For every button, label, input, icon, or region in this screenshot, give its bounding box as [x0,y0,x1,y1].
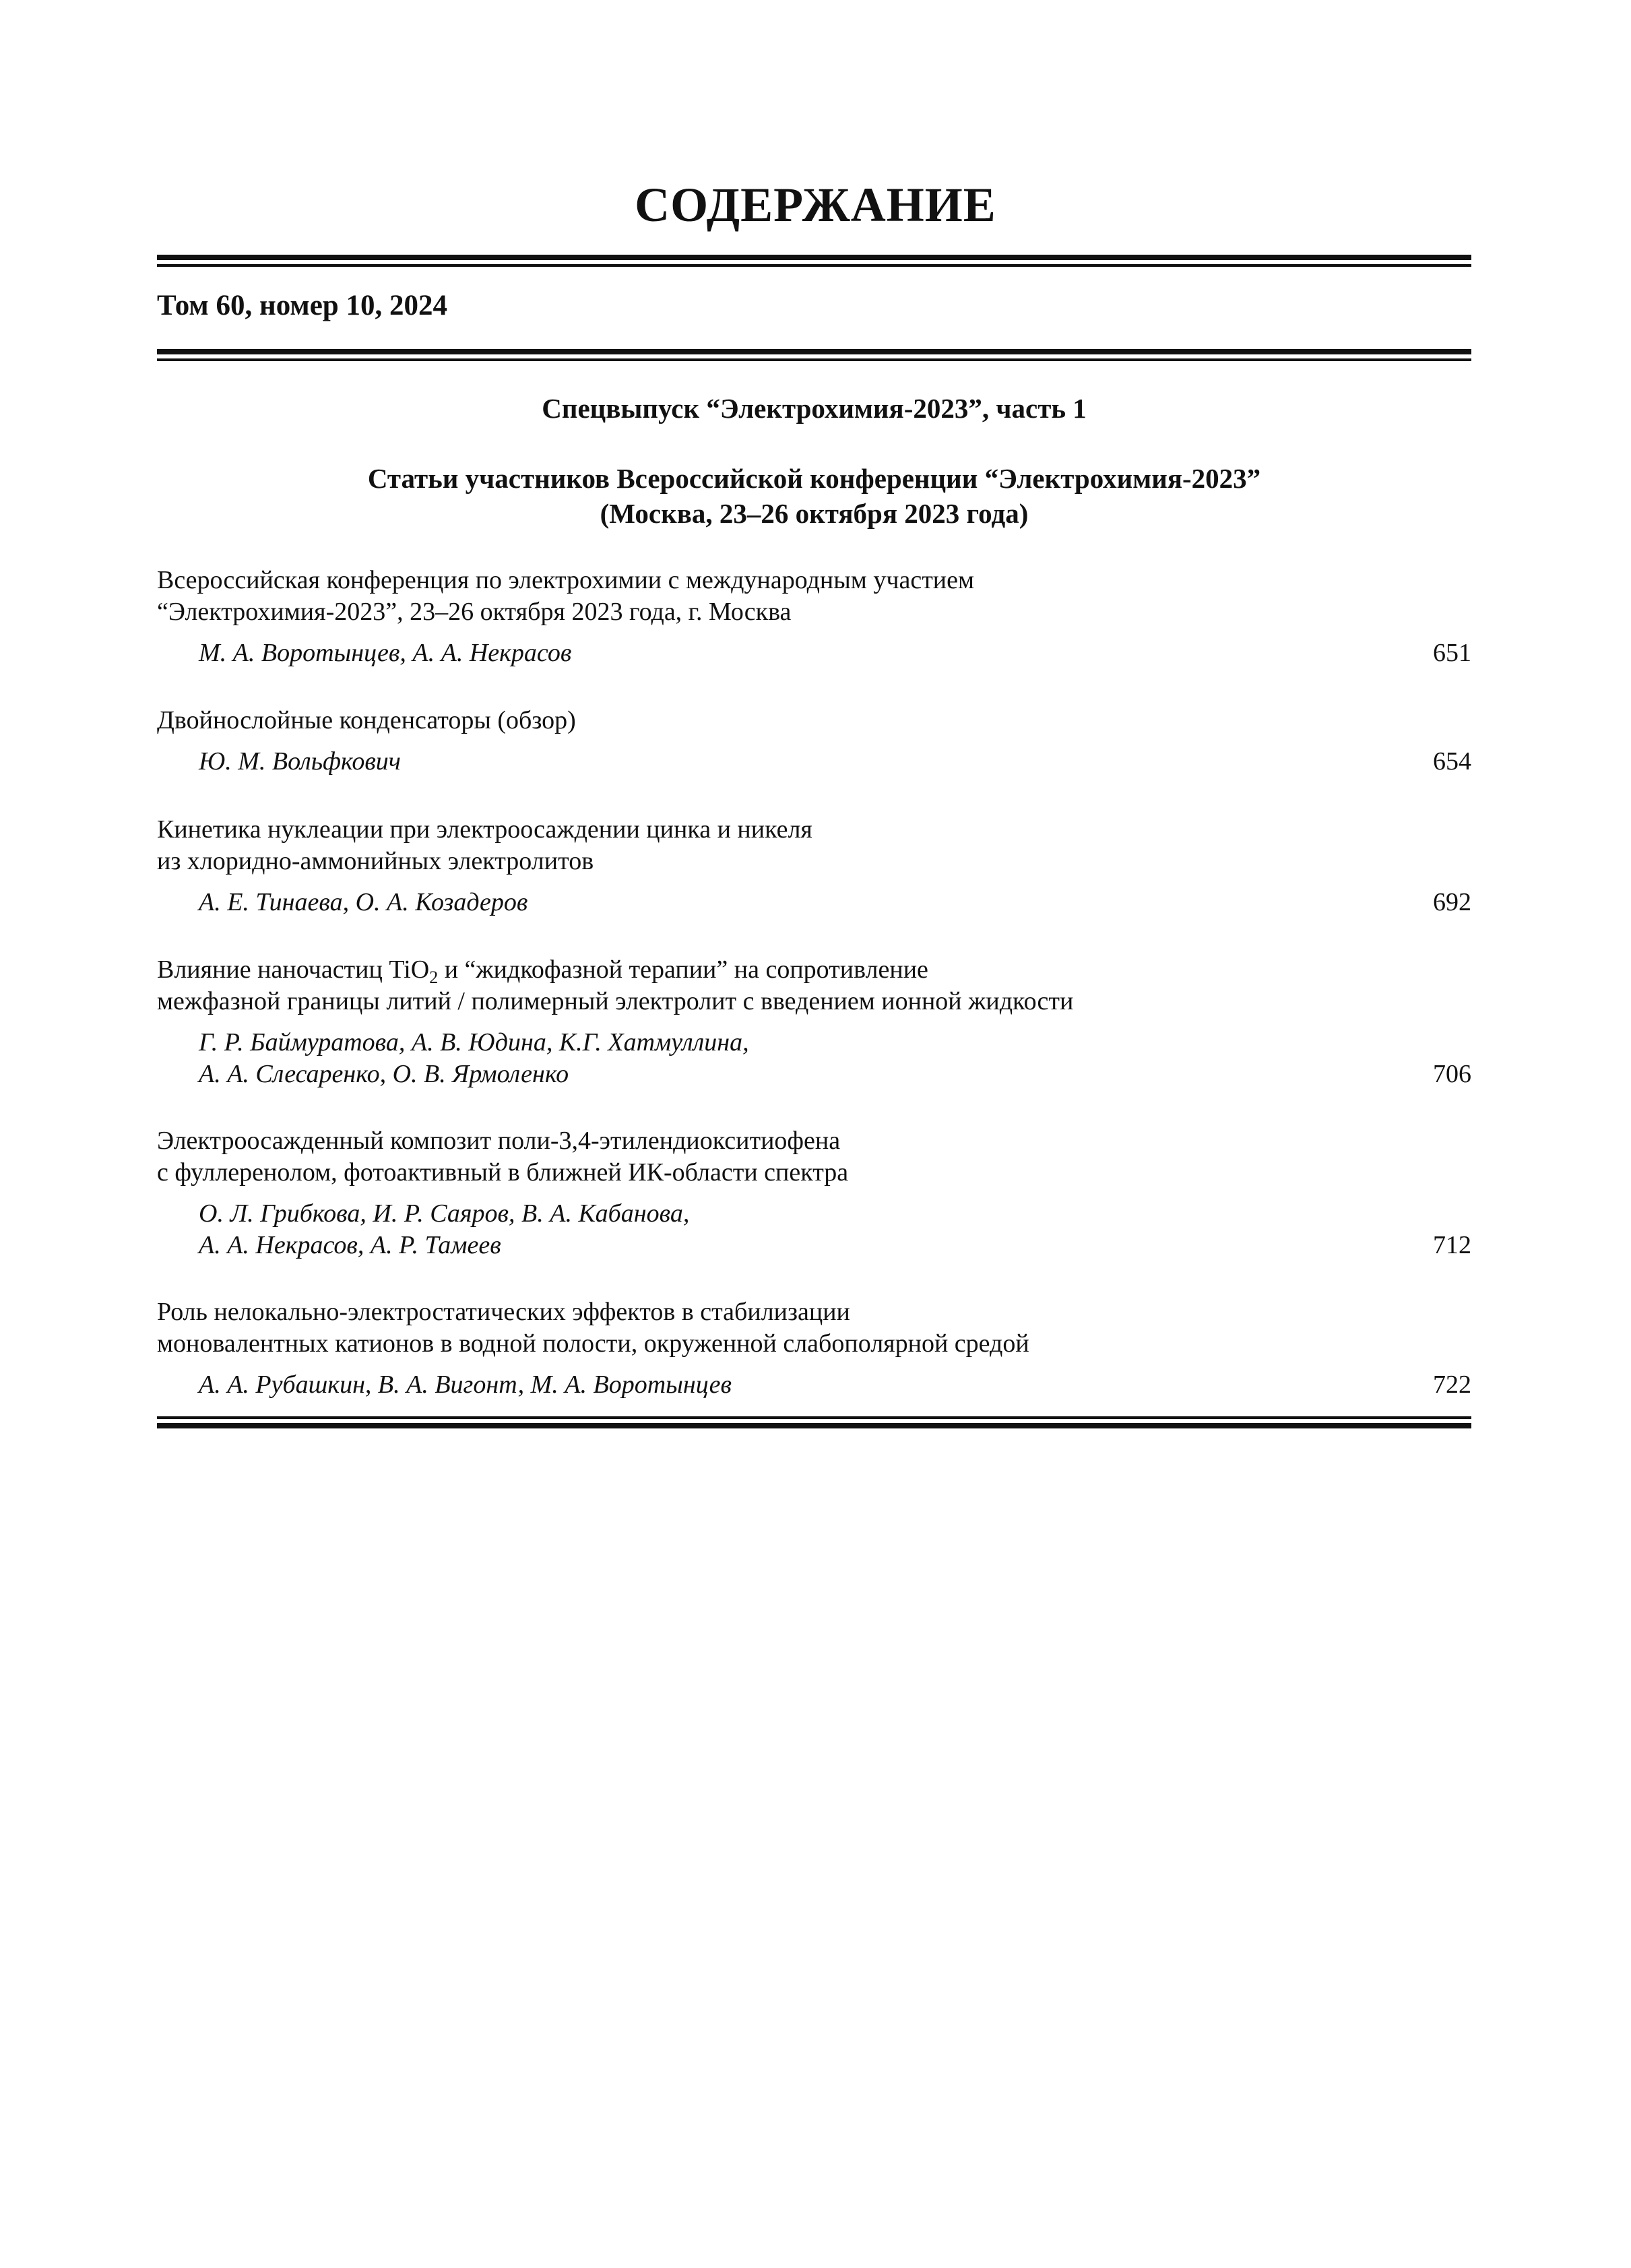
conference-heading-line2: (Москва, 23–26 октября 2023 года) [600,498,1029,529]
article-title-line: “Электрохимия-2023”, 23–26 октября 2023 года, г. Москва [157,598,792,626]
article-authors [199,1369,1471,1401]
article-authors [199,637,1471,669]
article-title [157,954,1471,1017]
authors-row [157,637,1471,669]
article-title-line: Влияние наночастиц TiO$_2$ и “жидкофазной терапии” на сопротивление [157,955,928,987]
toc-entry[interactable] [157,565,1471,669]
page-title: СОДЕРЖАНИЕ [635,178,996,232]
closing-divider [157,1416,1471,1428]
authors-line: О. Л. Грибкова, И. Р. Саяров, В. А. Кабанова, [199,1199,690,1228]
page-number: 722 [1433,1371,1471,1399]
article-title [157,814,1471,877]
toc-entry[interactable] [157,1296,1471,1401]
article-title-line: Кинетика нуклеации при электроосаждении цинка и никеля [157,815,812,844]
article-authors [199,1198,1471,1261]
authors-row [157,746,1471,778]
article-authors [199,746,1471,778]
article-title-line: Двойнослойные конденсаторы (обзор) [157,706,576,734]
article-authors [199,1027,1471,1090]
page-number: 712 [1433,1231,1471,1259]
authors-line: Г. Р. Баймуратова, А. В. Юдина, К.Г. Хатмуллина, [199,1028,749,1057]
page-number: 654 [1433,747,1471,776]
conference-heading [157,461,1471,531]
authors-row [157,1027,1471,1090]
authors-line: А. А. Некрасов, А. Р. Тамеев [199,1231,501,1259]
toc-entry[interactable] [157,705,1471,778]
article-title-line: Роль нелокально-электростатических эффектов в стабилизации [157,1298,850,1326]
article-title [157,1296,1471,1360]
authors-line: М. А. Воротынцев, А. А. Некрасов [199,639,572,667]
special-issue-heading: Спецвыпуск “Электрохимия-2023”, часть 1 [542,393,1087,424]
title-divider [157,255,1471,267]
authors-row [157,1198,1471,1261]
issue-info: Том 60, номер 10, 2024 [157,290,447,321]
page-number: 651 [1433,639,1471,667]
article-title-line: Электроосажденный композит поли-3,4-этилендиокситиофена [157,1127,841,1155]
authors-line: А. А. Слесаренко, О. В. Ярмоленко [199,1060,569,1088]
authors-line: Ю. М. Вольфкович [199,747,401,776]
authors-row [157,887,1471,918]
article-title [157,565,1471,628]
article-title-line: Всероссийская конференция по электрохимии с международным участием [157,566,975,594]
authors-row [157,1369,1471,1401]
article-title-line: межфазной границы литий / полимерный электролит с введением ионной жидкости [157,987,1074,1015]
toc-entry[interactable] [157,814,1471,918]
article-title-line: с фуллеренолом, фотоактивный в ближней ИК-области спектра [157,1158,849,1187]
conference-heading-line1: Статьи участников Всероссийской конференции “Электрохимия-2023” [367,463,1261,494]
article-authors [199,887,1471,918]
article-title-line: из хлоридно-аммонийных электролитов [157,847,594,875]
issue-divider [157,349,1471,361]
article-title [157,1125,1471,1189]
toc-entry[interactable] [157,954,1471,1090]
toc-entry[interactable] [157,1125,1471,1261]
page-number: 706 [1433,1060,1471,1088]
page-number: 692 [1433,888,1471,916]
article-title-line: моновалентных катионов в водной полости, окруженной слабополярной средой [157,1329,1029,1358]
article-title [157,705,1471,736]
authors-line: А. Е. Тинаева, О. А. Козадеров [199,888,528,916]
authors-line: А. А. Рубашкин, В. А. Вигонт, М. А. Воротынцев [199,1371,732,1399]
